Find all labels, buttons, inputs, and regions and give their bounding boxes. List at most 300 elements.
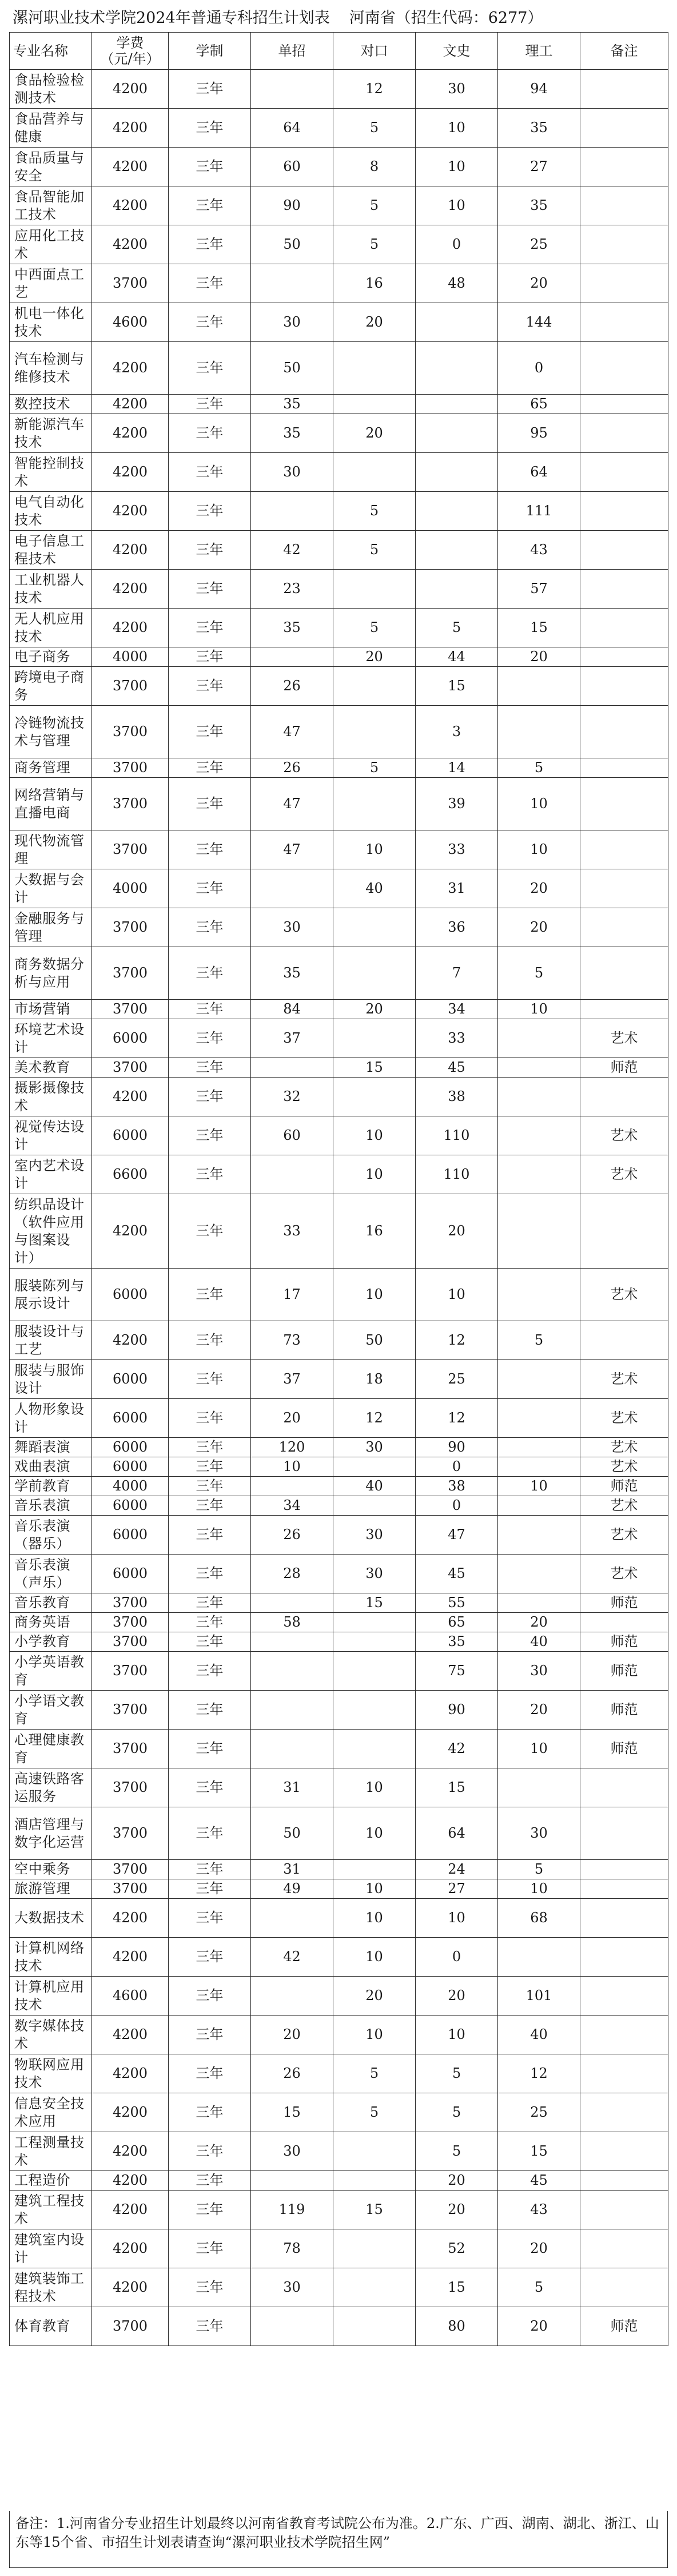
years-cell: 三年 [169, 1194, 251, 1269]
fee-cell: 3700 [92, 778, 169, 830]
duikou-cell: 16 [333, 264, 416, 303]
single-enroll-cell: 64 [251, 109, 333, 148]
wenshi-cell: 44 [416, 647, 498, 667]
note-cell [580, 453, 668, 492]
table-row [10, 1000, 668, 1019]
wenshi-cell: 45 [416, 1555, 498, 1593]
fee-cell: 4200 [92, 2191, 169, 2229]
years-cell: 三年 [169, 1593, 251, 1613]
major-name-cell: 中西面点工艺 [10, 264, 92, 303]
table-row [10, 908, 668, 947]
duikou-cell [333, 342, 416, 395]
ligong-cell [498, 1155, 580, 1194]
wenshi-cell: 90 [416, 1691, 498, 1730]
years-cell: 三年 [169, 570, 251, 609]
table-row [10, 1269, 668, 1321]
major-name-cell: 工程造价 [10, 2171, 92, 2191]
years-cell: 三年 [169, 1360, 251, 1399]
wenshi-cell: 15 [416, 2268, 498, 2307]
years-cell: 三年 [169, 1807, 251, 1860]
duikou-cell [333, 453, 416, 492]
duikou-cell: 30 [333, 1516, 416, 1555]
ligong-cell: 5 [498, 2268, 580, 2307]
major-name-cell: 无人机应用技术 [10, 609, 92, 647]
ligong-cell: 35 [498, 186, 580, 225]
table-row [10, 264, 668, 303]
single-enroll-cell: 47 [251, 830, 333, 869]
duikou-cell [333, 778, 416, 830]
note-cell [580, 414, 668, 453]
duikou-cell: 20 [333, 1000, 416, 1019]
single-enroll-cell: 30 [251, 453, 333, 492]
table-row [10, 1155, 668, 1194]
table-body [10, 70, 668, 2346]
note-cell [580, 264, 668, 303]
wenshi-cell: 33 [416, 1019, 498, 1058]
table-header-row [10, 33, 668, 70]
wenshi-cell: 27 [416, 1879, 498, 1899]
major-name-cell: 智能控制技术 [10, 453, 92, 492]
ligong-cell [498, 1019, 580, 1058]
years-cell: 三年 [169, 2054, 251, 2093]
col-header-note: 备注 [580, 33, 668, 70]
note-cell [580, 947, 668, 1000]
wenshi-cell: 20 [416, 2171, 498, 2191]
wenshi-cell: 30 [416, 70, 498, 109]
years-cell: 三年 [169, 1555, 251, 1593]
table-row [10, 778, 668, 830]
note-cell [580, 303, 668, 342]
table-row [10, 1516, 668, 1555]
ligong-cell: 5 [498, 1321, 580, 1360]
wenshi-cell: 25 [416, 1360, 498, 1399]
duikou-cell: 5 [333, 109, 416, 148]
title-text: 漯河职业技术学院2024年普通专科招生计划表 [13, 9, 330, 27]
single-enroll-cell [251, 492, 333, 531]
single-enroll-cell: 26 [251, 2054, 333, 2093]
wenshi-cell: 90 [416, 1438, 498, 1457]
fee-cell: 3700 [92, 758, 169, 778]
single-enroll-cell: 50 [251, 342, 333, 395]
duikou-cell: 10 [333, 1768, 416, 1807]
years-cell: 三年 [169, 1155, 251, 1194]
wenshi-cell: 20 [416, 1977, 498, 2016]
duikou-cell [333, 1613, 416, 1632]
ligong-cell: 10 [498, 778, 580, 830]
table-row [10, 70, 668, 109]
table-row [10, 1899, 668, 1938]
fee-cell: 3700 [92, 1691, 169, 1730]
wenshi-cell: 20 [416, 1194, 498, 1269]
table-row [10, 758, 668, 778]
major-name-cell: 食品检验检测技术 [10, 70, 92, 109]
major-name-cell: 视觉传达设计 [10, 1116, 92, 1155]
years-cell: 三年 [169, 706, 251, 758]
duikou-cell [333, 667, 416, 706]
fee-cell: 6000 [92, 1496, 169, 1516]
wenshi-cell: 35 [416, 1632, 498, 1652]
note-cell: 艺术 [580, 1399, 668, 1438]
fee-cell: 4200 [92, 2016, 169, 2054]
col-header-ligong: 理工 [498, 33, 580, 70]
wenshi-cell: 34 [416, 1000, 498, 1019]
single-enroll-cell: 42 [251, 1938, 333, 1977]
duikou-cell: 20 [333, 414, 416, 453]
major-name-cell: 计算机网络技术 [10, 1938, 92, 1977]
wenshi-cell: 42 [416, 1730, 498, 1768]
table-row [10, 1807, 668, 1860]
duikou-cell: 20 [333, 303, 416, 342]
major-name-cell: 建筑装饰工程技术 [10, 2268, 92, 2307]
fee-cell: 4200 [92, 1938, 169, 1977]
ligong-cell: 27 [498, 148, 580, 186]
major-name-cell: 纺织品设计（软件应用与图案设计） [10, 1194, 92, 1269]
table-row [10, 1613, 668, 1632]
ligong-cell: 15 [498, 609, 580, 647]
major-name-cell: 心理健康教育 [10, 1730, 92, 1768]
single-enroll-cell: 33 [251, 1194, 333, 1269]
wenshi-cell: 38 [416, 1078, 498, 1116]
major-name-cell: 工程测量技术 [10, 2132, 92, 2171]
ligong-cell: 64 [498, 453, 580, 492]
major-name-cell: 服装与服饰设计 [10, 1360, 92, 1399]
major-name-cell: 商务数据分析与应用 [10, 947, 92, 1000]
duikou-cell: 10 [333, 1155, 416, 1194]
major-name-cell: 应用化工技术 [10, 225, 92, 264]
table-row [10, 1977, 668, 2016]
note-cell: 艺术 [580, 1438, 668, 1457]
single-enroll-cell [251, 1477, 333, 1496]
ligong-cell [498, 1116, 580, 1155]
table-row [10, 947, 668, 1000]
years-cell: 三年 [169, 1496, 251, 1516]
major-name-cell: 汽车检测与维修技术 [10, 342, 92, 395]
wenshi-cell [416, 414, 498, 453]
major-name-cell: 酒店管理与数字化运营 [10, 1807, 92, 1860]
ligong-cell: 20 [498, 647, 580, 667]
note-cell [580, 1194, 668, 1269]
note-cell [580, 2016, 668, 2054]
table-row [10, 570, 668, 609]
duikou-cell: 10 [333, 1116, 416, 1155]
wenshi-cell: 15 [416, 1768, 498, 1807]
ligong-cell: 20 [498, 2229, 580, 2268]
ligong-cell: 12 [498, 2054, 580, 2093]
single-enroll-cell [251, 70, 333, 109]
years-cell: 三年 [169, 109, 251, 148]
single-enroll-cell: 20 [251, 1399, 333, 1438]
ligong-cell: 20 [498, 264, 580, 303]
note-cell [580, 570, 668, 609]
wenshi-cell: 7 [416, 947, 498, 1000]
single-enroll-cell: 60 [251, 148, 333, 186]
duikou-cell: 5 [333, 492, 416, 531]
duikou-cell: 12 [333, 70, 416, 109]
duikou-cell: 16 [333, 1194, 416, 1269]
wenshi-cell: 0 [416, 1938, 498, 1977]
note-cell: 师范 [580, 1652, 668, 1691]
wenshi-cell [416, 531, 498, 570]
major-name-cell: 物联网应用技术 [10, 2054, 92, 2093]
note-cell [580, 225, 668, 264]
duikou-cell: 5 [333, 531, 416, 570]
table-row [10, 492, 668, 531]
note-cell [580, 492, 668, 531]
wenshi-cell: 24 [416, 1860, 498, 1879]
ligong-cell: 30 [498, 1807, 580, 1860]
fee-cell: 3700 [92, 667, 169, 706]
note-cell [580, 1879, 668, 1899]
single-enroll-cell: 20 [251, 2016, 333, 2054]
table-row [10, 1058, 668, 1078]
table-row [10, 1078, 668, 1116]
duikou-cell [333, 2268, 416, 2307]
years-cell: 三年 [169, 1938, 251, 1977]
table-row [10, 1194, 668, 1269]
years-cell: 三年 [169, 830, 251, 869]
fee-cell: 4200 [92, 225, 169, 264]
plan-table [9, 32, 668, 2346]
wenshi-cell: 3 [416, 706, 498, 758]
table-row [10, 2307, 668, 2346]
col-header-duikou: 对口 [333, 33, 416, 70]
fee-cell: 4200 [92, 1899, 169, 1938]
note-cell: 师范 [580, 2307, 668, 2346]
years-cell: 三年 [169, 1438, 251, 1457]
major-name-cell: 跨境电子商务 [10, 667, 92, 706]
single-enroll-cell: 10 [251, 1457, 333, 1477]
wenshi-cell: 5 [416, 2132, 498, 2171]
major-name-cell: 新能源汽车技术 [10, 414, 92, 453]
note-cell [580, 609, 668, 647]
wenshi-cell: 45 [416, 1058, 498, 1078]
wenshi-cell: 36 [416, 908, 498, 947]
duikou-cell [333, 1730, 416, 1768]
single-enroll-cell: 35 [251, 395, 333, 414]
duikou-cell [333, 1691, 416, 1730]
single-enroll-cell: 47 [251, 706, 333, 758]
duikou-cell: 5 [333, 758, 416, 778]
ligong-cell: 43 [498, 531, 580, 570]
single-enroll-cell: 47 [251, 778, 333, 830]
table-row [10, 1496, 668, 1516]
duikou-cell: 40 [333, 869, 416, 908]
note-cell: 艺术 [580, 1516, 668, 1555]
fee-cell: 3700 [92, 1730, 169, 1768]
years-cell: 三年 [169, 1613, 251, 1632]
table-row [10, 667, 668, 706]
single-enroll-cell: 30 [251, 303, 333, 342]
single-enroll-cell [251, 1977, 333, 2016]
duikou-cell: 12 [333, 1399, 416, 1438]
years-cell: 三年 [169, 303, 251, 342]
ligong-cell: 0 [498, 342, 580, 395]
years-cell: 三年 [169, 1399, 251, 1438]
fee-cell: 4200 [92, 2171, 169, 2191]
note-cell [580, 186, 668, 225]
ligong-cell [498, 1399, 580, 1438]
ligong-cell: 45 [498, 2171, 580, 2191]
fee-cell: 4000 [92, 869, 169, 908]
ligong-cell: 10 [498, 1730, 580, 1768]
duikou-cell: 5 [333, 225, 416, 264]
fee-cell: 4200 [92, 395, 169, 414]
major-name-cell: 商务英语 [10, 1613, 92, 1632]
single-enroll-cell: 84 [251, 1000, 333, 1019]
ligong-cell [498, 1194, 580, 1269]
ligong-cell [498, 1438, 580, 1457]
note-cell: 艺术 [580, 1457, 668, 1477]
wenshi-cell: 5 [416, 609, 498, 647]
single-enroll-cell: 30 [251, 2268, 333, 2307]
major-name-cell: 建筑工程技术 [10, 2191, 92, 2229]
years-cell: 三年 [169, 758, 251, 778]
single-enroll-cell: 31 [251, 1860, 333, 1879]
years-cell: 三年 [169, 2268, 251, 2307]
note-cell [580, 2054, 668, 2093]
wenshi-cell: 10 [416, 186, 498, 225]
years-cell: 三年 [169, 531, 251, 570]
fee-cell: 4200 [92, 186, 169, 225]
fee-cell: 3700 [92, 1807, 169, 1860]
major-name-cell: 现代物流管理 [10, 830, 92, 869]
duikou-cell [333, 1860, 416, 1879]
fee-cell: 6000 [92, 1516, 169, 1555]
table-row [10, 1652, 668, 1691]
major-name-cell: 大数据技术 [10, 1899, 92, 1938]
years-cell: 三年 [169, 453, 251, 492]
fee-cell: 4000 [92, 1477, 169, 1496]
single-enroll-cell: 31 [251, 1768, 333, 1807]
ligong-cell: 101 [498, 1977, 580, 2016]
major-name-cell: 小学教育 [10, 1632, 92, 1652]
table-row [10, 186, 668, 225]
years-cell: 三年 [169, 342, 251, 395]
major-name-cell: 计算机应用技术 [10, 1977, 92, 2016]
duikou-cell [333, 1457, 416, 1477]
duikou-cell [333, 2229, 416, 2268]
major-name-cell: 美术教育 [10, 1058, 92, 1078]
single-enroll-cell: 90 [251, 186, 333, 225]
duikou-cell: 15 [333, 1058, 416, 1078]
ligong-cell: 10 [498, 1000, 580, 1019]
ligong-cell: 94 [498, 70, 580, 109]
ligong-cell [498, 1457, 580, 1477]
duikou-cell [333, 1078, 416, 1116]
fee-cell: 4200 [92, 492, 169, 531]
major-name-cell: 大数据与会计 [10, 869, 92, 908]
years-cell: 三年 [169, 1768, 251, 1807]
ligong-cell: 25 [498, 2093, 580, 2132]
fee-cell: 3700 [92, 908, 169, 947]
duikou-cell: 5 [333, 2093, 416, 2132]
single-enroll-cell: 35 [251, 947, 333, 1000]
note-cell [580, 647, 668, 667]
note-cell [580, 667, 668, 706]
single-enroll-cell [251, 869, 333, 908]
wenshi-cell: 5 [416, 2093, 498, 2132]
note-cell: 艺术 [580, 1269, 668, 1321]
years-cell: 三年 [169, 1879, 251, 1899]
note-cell [580, 778, 668, 830]
ligong-cell [498, 1555, 580, 1593]
ligong-cell: 30 [498, 1652, 580, 1691]
note-cell [580, 1768, 668, 1807]
table-row [10, 2268, 668, 2307]
note-cell [580, 2093, 668, 2132]
major-name-cell: 机电一体化技术 [10, 303, 92, 342]
note-cell [580, 908, 668, 947]
duikou-cell: 10 [333, 1879, 416, 1899]
fee-cell: 3700 [92, 1632, 169, 1652]
ligong-cell: 144 [498, 303, 580, 342]
table-row [10, 2171, 668, 2191]
single-enroll-cell: 120 [251, 1438, 333, 1457]
years-cell: 三年 [169, 908, 251, 947]
ligong-cell: 111 [498, 492, 580, 531]
duikou-cell: 18 [333, 1360, 416, 1399]
wenshi-cell: 12 [416, 1399, 498, 1438]
ligong-cell: 5 [498, 1860, 580, 1879]
single-enroll-cell: 50 [251, 1807, 333, 1860]
single-enroll-cell: 35 [251, 609, 333, 647]
note-cell [580, 758, 668, 778]
major-name-cell: 工业机器人技术 [10, 570, 92, 609]
note-cell: 艺术 [580, 1555, 668, 1593]
single-enroll-cell [251, 1058, 333, 1078]
years-cell: 三年 [169, 2191, 251, 2229]
years-cell: 三年 [169, 2016, 251, 2054]
single-enroll-cell [251, 1155, 333, 1194]
ligong-cell: 35 [498, 109, 580, 148]
years-cell: 三年 [169, 1477, 251, 1496]
duikou-cell [333, 947, 416, 1000]
ligong-cell [498, 1269, 580, 1321]
duikou-cell: 5 [333, 186, 416, 225]
years-cell: 三年 [169, 667, 251, 706]
single-enroll-cell: 15 [251, 2093, 333, 2132]
fee-cell: 6000 [92, 1116, 169, 1155]
wenshi-cell: 75 [416, 1652, 498, 1691]
table-row [10, 830, 668, 869]
note-cell [580, 1938, 668, 1977]
note-cell [580, 70, 668, 109]
single-enroll-cell: 23 [251, 570, 333, 609]
years-cell: 三年 [169, 947, 251, 1000]
wenshi-cell: 0 [416, 225, 498, 264]
single-enroll-cell: 26 [251, 667, 333, 706]
years-cell: 三年 [169, 264, 251, 303]
duikou-cell: 20 [333, 647, 416, 667]
note-cell [580, 2171, 668, 2191]
fee-cell: 4200 [92, 2229, 169, 2268]
single-enroll-cell: 17 [251, 1269, 333, 1321]
years-cell: 三年 [169, 2229, 251, 2268]
table-row [10, 1555, 668, 1593]
table-row [10, 531, 668, 570]
fee-cell: 4200 [92, 70, 169, 109]
major-name-cell: 食品智能加工技术 [10, 186, 92, 225]
region-text: 河南省（招生代码：6277） [349, 9, 543, 27]
wenshi-cell: 33 [416, 830, 498, 869]
major-name-cell: 音乐表演 [10, 1496, 92, 1516]
years-cell: 三年 [169, 492, 251, 531]
major-name-cell: 建筑室内设计 [10, 2229, 92, 2268]
fee-cell: 4200 [92, 2093, 169, 2132]
wenshi-cell: 47 [416, 1516, 498, 1555]
fee-cell: 6000 [92, 1019, 169, 1058]
note-cell [580, 2268, 668, 2307]
